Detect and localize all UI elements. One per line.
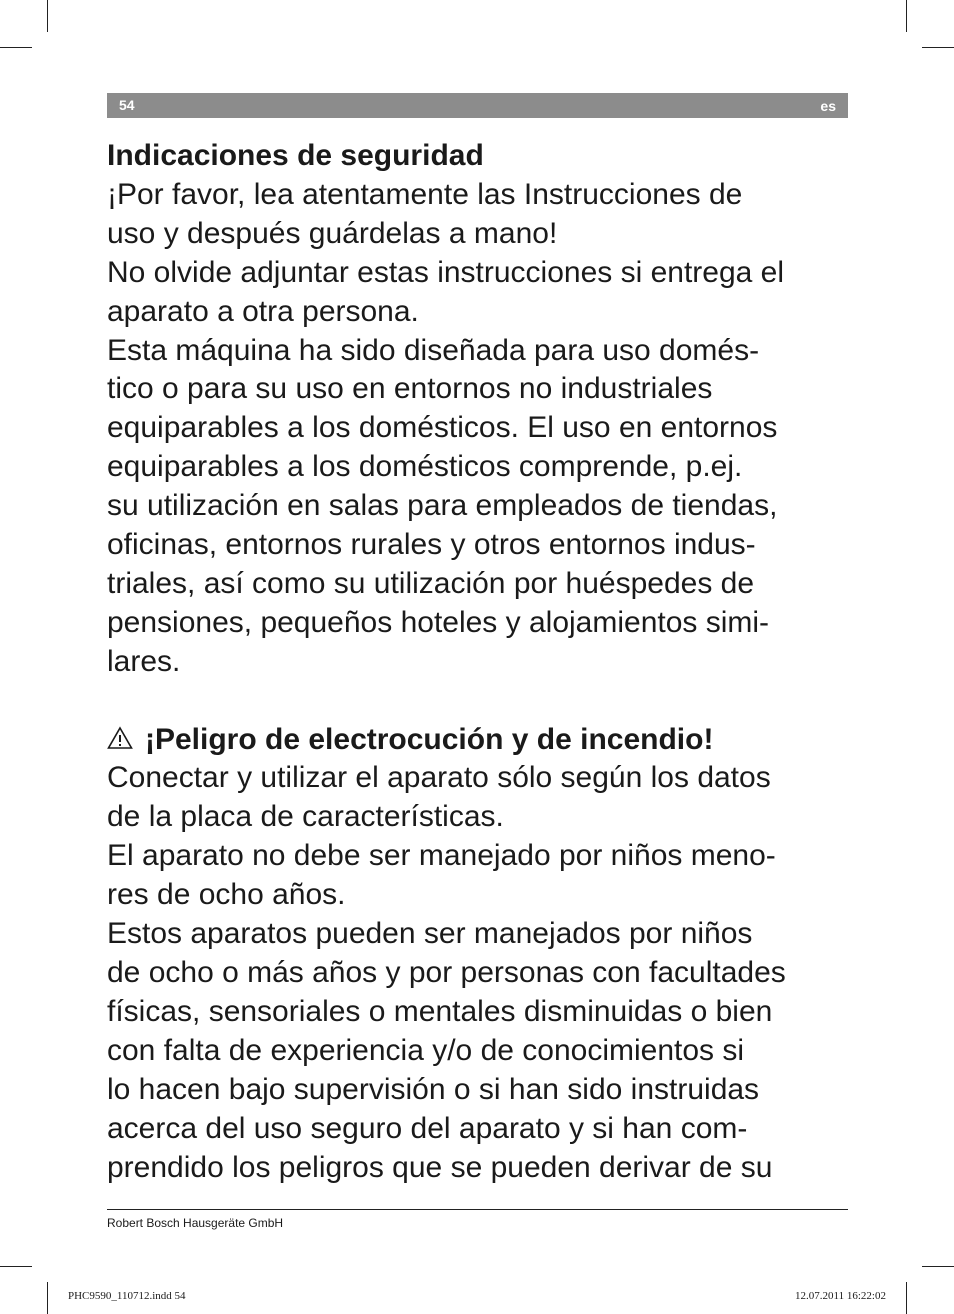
crop-mark — [906, 0, 907, 32]
footer-rule — [107, 1209, 848, 1210]
text-line: El aparato no debe ser manejado por niños meno- — [107, 839, 776, 873]
crop-mark — [0, 1266, 32, 1267]
crop-mark — [47, 1282, 48, 1314]
text-line: res de ocho años. — [107, 878, 346, 912]
text-line: Conectar y utilizar el aparato sólo según los datos — [107, 761, 771, 795]
intro-text — [107, 176, 852, 682]
crop-mark — [47, 0, 48, 32]
text-line: tico o para su uso en entornos no industriales — [107, 372, 713, 406]
text-line: de la placa de características. — [107, 800, 504, 834]
text-line: de ocho o más años y por personas con facultades — [107, 956, 786, 990]
print-slug-date: 12.07.2011 16:22:02 — [795, 1290, 886, 1302]
text-line: pensiones, pequeños hoteles y alojamientos simi- — [107, 605, 770, 639]
text-line: Estos aparatos pueden ser manejados por niños — [107, 917, 753, 951]
crop-mark — [922, 47, 954, 48]
text-line: acerca del uso seguro del aparato y si han com- — [107, 1111, 748, 1145]
text-line: físicas, sensoriales o mentales disminuidas o bien — [107, 994, 773, 1028]
warning-heading — [107, 721, 852, 760]
warning-triangle-icon — [107, 726, 135, 750]
page-number: 54 — [119, 97, 135, 113]
crop-mark — [922, 1266, 954, 1267]
text-line: su utilización en salas para empleados de tiendas, — [107, 489, 778, 523]
text-line: No olvide adjuntar estas instrucciones si entrega el — [107, 255, 785, 289]
text-line: equiparables a los domésticos. El uso en entornos — [107, 411, 778, 445]
text-line: uso y después guárdelas a mano! — [107, 216, 558, 250]
paragraph-spacer — [107, 682, 852, 721]
text-line: lares. — [107, 644, 181, 678]
text-line: triales, así como su utilización por huéspedes de — [107, 566, 755, 600]
language-code: es — [820, 98, 836, 114]
text-line: lo hacen bajo supervisión o si han sido instruidas — [107, 1072, 760, 1106]
crop-mark — [906, 1282, 907, 1314]
text-line: ¡Por favor, lea atentamente las Instrucciones de — [107, 177, 743, 211]
warning-title: ¡Peligro de electrocución y de incendio! — [145, 722, 714, 756]
text-line: oficinas, entornos rurales y otros entornos indus- — [107, 528, 756, 562]
warning-text — [107, 759, 852, 1187]
footer-company: Robert Bosch Hausgeräte GmbH — [107, 1216, 284, 1230]
text-line: Esta máquina ha sido diseñada para uso domés- — [107, 333, 760, 367]
text-line: aparato a otra persona. — [107, 294, 419, 328]
crop-mark — [0, 47, 32, 48]
text-line: equiparables a los domésticos comprende, p.ej. — [107, 450, 743, 484]
print-slug-file: PHC9590_110712.indd 54 — [68, 1290, 186, 1302]
page-header-bar — [107, 93, 848, 118]
text-line: prendido los peligros que se pueden derivar de su — [107, 1150, 773, 1184]
section-title: Indicaciones de seguridad — [107, 139, 484, 172]
text-line: con falta de experiencia y/o de conocimientos si — [107, 1033, 745, 1067]
page-content — [107, 137, 852, 1187]
